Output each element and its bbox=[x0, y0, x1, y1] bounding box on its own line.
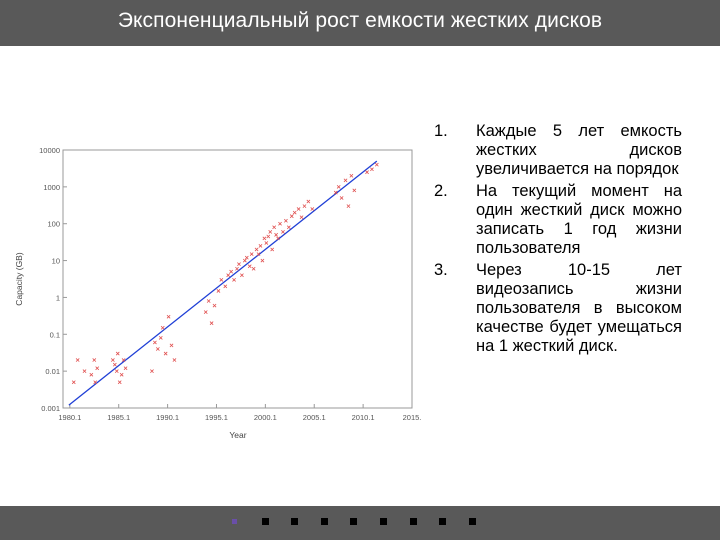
trend-line bbox=[69, 161, 377, 405]
data-point bbox=[267, 235, 270, 238]
y-tick-label: 1 bbox=[55, 293, 60, 303]
data-point bbox=[287, 226, 290, 229]
x-tick-label: 1995.1 bbox=[205, 413, 228, 422]
data-point bbox=[284, 219, 287, 222]
data-point bbox=[118, 381, 121, 384]
data-point bbox=[111, 358, 114, 361]
data-point bbox=[153, 341, 156, 344]
nav-dot[interactable] bbox=[262, 518, 269, 525]
y-tick-label: 100 bbox=[47, 219, 60, 229]
data-point bbox=[161, 326, 164, 329]
data-point bbox=[245, 256, 248, 259]
x-tick-label: 2005.1 bbox=[302, 413, 326, 422]
data-point bbox=[213, 304, 216, 307]
data-point bbox=[227, 274, 230, 277]
data-point bbox=[337, 185, 340, 188]
x-tick-label: 1980.1 bbox=[58, 413, 82, 422]
data-point bbox=[265, 241, 268, 244]
list-item bbox=[428, 122, 682, 179]
footer-bar bbox=[0, 506, 720, 540]
data-point bbox=[340, 196, 343, 199]
y-tick-label: 0.01 bbox=[45, 367, 60, 377]
list-item-number: 3. bbox=[434, 261, 448, 279]
data-point bbox=[120, 373, 123, 376]
list-item-text: Каждые 5 лет емкость жестких дисков увеличивается на порядок bbox=[476, 122, 682, 178]
data-point bbox=[300, 216, 303, 219]
list-item-number: 1. bbox=[434, 122, 448, 140]
data-point bbox=[90, 373, 93, 376]
data-point bbox=[297, 207, 300, 210]
nav-dot[interactable] bbox=[321, 518, 328, 525]
data-point bbox=[375, 163, 378, 166]
data-point bbox=[210, 322, 213, 325]
x-tick-label: 1990.1 bbox=[156, 413, 180, 422]
data-point bbox=[255, 248, 258, 251]
data-point bbox=[76, 358, 79, 361]
data-point bbox=[303, 205, 306, 208]
data-point bbox=[250, 252, 253, 255]
data-point bbox=[273, 226, 276, 229]
data-point bbox=[290, 215, 293, 218]
data-point bbox=[370, 168, 373, 171]
data-point bbox=[353, 189, 356, 192]
data-point bbox=[116, 352, 119, 355]
data-point bbox=[204, 310, 207, 313]
x-axis-label: Year bbox=[229, 430, 247, 440]
nav-dot[interactable] bbox=[291, 518, 298, 525]
list-item bbox=[428, 182, 682, 258]
data-point bbox=[224, 285, 227, 288]
data-point bbox=[365, 171, 368, 174]
x-tick-label: 1985.1 bbox=[107, 413, 131, 422]
data-point bbox=[275, 233, 278, 236]
nav-dot[interactable] bbox=[469, 518, 476, 525]
data-point bbox=[311, 207, 314, 210]
data-point bbox=[240, 274, 243, 277]
data-point bbox=[307, 200, 310, 203]
y-tick-label: 0.1 bbox=[49, 330, 60, 340]
data-point bbox=[243, 259, 246, 262]
data-point bbox=[217, 289, 220, 292]
key-points-list bbox=[428, 122, 682, 356]
data-point bbox=[164, 352, 167, 355]
chart-svg bbox=[14, 138, 426, 448]
data-point bbox=[347, 205, 350, 208]
nav-dot[interactable] bbox=[380, 518, 387, 525]
list-item-text: На текущий момент на один жесткий диск можно записать 1 год жизни пользователя bbox=[476, 182, 682, 257]
data-point bbox=[156, 347, 159, 350]
nav-dot[interactable] bbox=[350, 518, 357, 525]
x-tick-label: 2010.1 bbox=[351, 413, 375, 422]
nav-dot[interactable] bbox=[439, 518, 446, 525]
data-point bbox=[96, 367, 99, 370]
data-point bbox=[220, 278, 223, 281]
list-item-number: 2. bbox=[434, 182, 448, 200]
y-tick-label: 10 bbox=[51, 256, 60, 266]
data-point bbox=[170, 344, 173, 347]
data-point bbox=[207, 299, 210, 302]
nav-dot[interactable] bbox=[410, 518, 417, 525]
data-point bbox=[344, 179, 347, 182]
data-point bbox=[72, 381, 75, 384]
data-point bbox=[261, 259, 264, 262]
data-point bbox=[232, 278, 235, 281]
nav-dot-active[interactable] bbox=[232, 519, 237, 524]
data-point bbox=[263, 237, 266, 240]
data-point bbox=[237, 263, 240, 266]
data-point bbox=[230, 270, 233, 273]
data-point bbox=[281, 230, 284, 233]
y-tick-label: 0.001 bbox=[41, 404, 60, 413]
y-axis-label: Capacity (GB) bbox=[14, 252, 24, 306]
title-bar bbox=[0, 0, 720, 46]
x-ticks bbox=[58, 404, 421, 422]
list-item-text: Через 10-15 лет видеозапись жизни пользователя в высоком качестве будет умещаться на 1 жесткий диск. bbox=[476, 261, 682, 355]
data-point bbox=[259, 244, 262, 247]
data-point bbox=[235, 267, 238, 270]
y-tick-label: 10000 bbox=[39, 146, 60, 155]
data-point bbox=[83, 370, 86, 373]
data-point bbox=[150, 370, 153, 373]
list-item bbox=[428, 261, 682, 356]
plot-frame bbox=[63, 150, 412, 408]
data-point bbox=[173, 358, 176, 361]
data-point bbox=[269, 230, 272, 233]
data-point bbox=[113, 363, 116, 366]
data-point bbox=[93, 358, 96, 361]
slide-title: Экспоненциальный рост емкости жестких дисков bbox=[117, 9, 603, 32]
data-point bbox=[271, 248, 274, 251]
capacity-chart bbox=[14, 138, 426, 448]
data-point bbox=[350, 174, 353, 177]
data-point bbox=[252, 267, 255, 270]
data-point bbox=[278, 222, 281, 225]
data-point bbox=[159, 336, 162, 339]
y-tick-label: 1000 bbox=[43, 182, 60, 192]
data-point bbox=[124, 367, 127, 370]
data-point bbox=[293, 211, 296, 214]
data-point bbox=[115, 370, 118, 373]
data-point bbox=[167, 315, 170, 318]
data-point bbox=[248, 265, 251, 268]
x-tick-label: 2015. bbox=[402, 413, 422, 422]
x-tick-label: 2000.1 bbox=[253, 413, 277, 422]
